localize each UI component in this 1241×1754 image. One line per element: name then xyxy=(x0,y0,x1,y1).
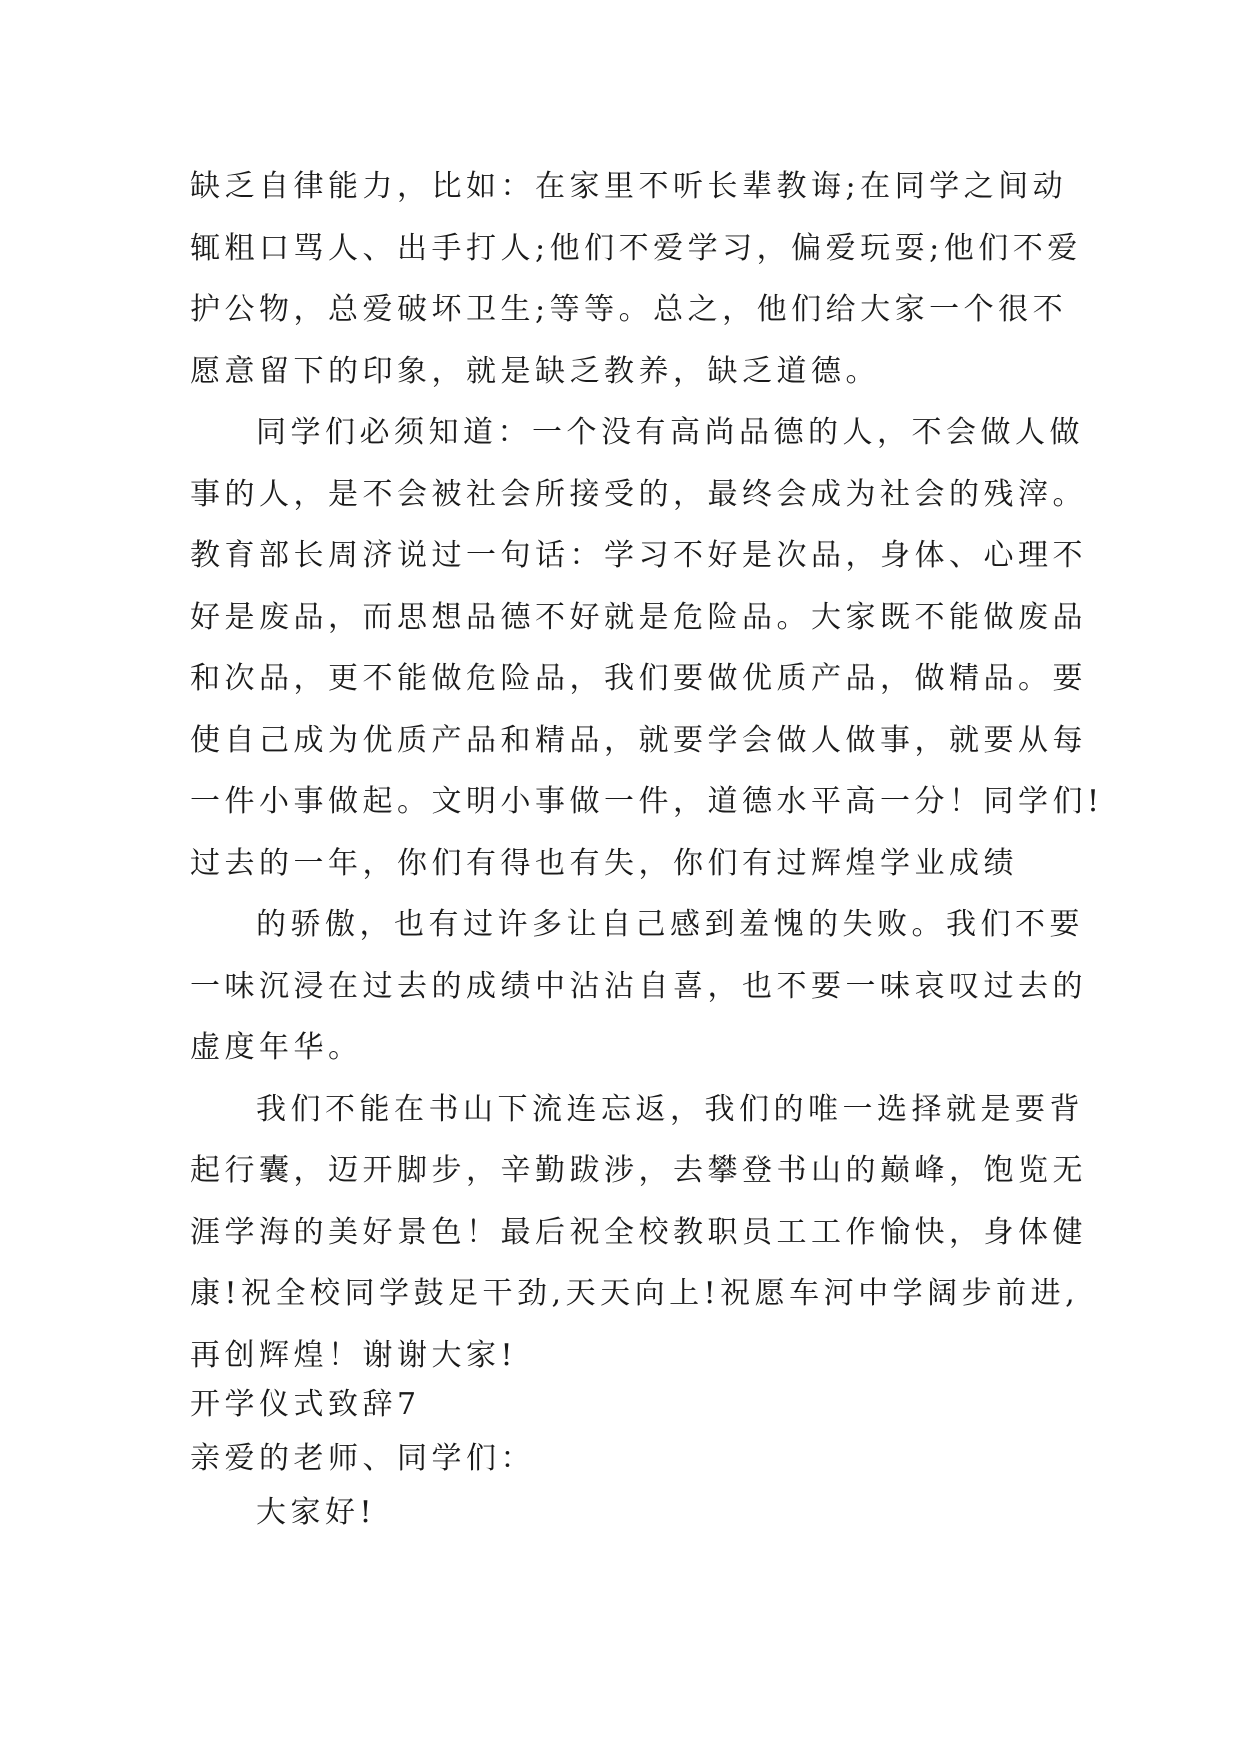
paragraph-line: 虚度年华。 xyxy=(190,1030,363,1065)
paragraph-line: 康!祝全校同学鼓足干劲,天天向上!祝愿车河中学阔步前进, xyxy=(190,1276,1080,1311)
paragraph-line: 愿意留下的印象，就是缺乏教养，缺乏道德。 xyxy=(190,353,880,389)
speech-body xyxy=(190,156,1104,1386)
paragraph-line: 使自己成为优质产品和精品，就要学会做人做事，就要从每 xyxy=(190,722,1087,758)
paragraph-line: 好是废品，而思想品德不好就是危险品。大家既不能做废品 xyxy=(190,599,1087,635)
paragraph-line: 和次品，更不能做危险品，我们要做优质产品，做精品。要 xyxy=(190,661,1087,696)
salutation: 亲爱的老师、同学们： xyxy=(190,1441,535,1476)
paragraph-line: 涯学海的美好景色！最后祝全校教职员工工作愉快，身体健 xyxy=(190,1214,1087,1250)
greeting: 大家好! xyxy=(256,1495,377,1530)
paragraph-line: 教育部长周济说过一句话：学习不好是次品，身体、心理不 xyxy=(190,538,1087,573)
paragraph-line: 再创辉煌！谢谢大家! xyxy=(190,1337,518,1373)
paragraph-line: 起行囊，迈开脚步，辛勤跋涉，去攀登书山的巅峰，饱览无 xyxy=(190,1153,1087,1188)
paragraph-line: 缺乏自律能力，比如：在家里不听长辈教诲;在同学之间动 xyxy=(190,169,1068,204)
paragraph-line: 我们不能在书山下流连忘返，我们的唯一选择就是要背 xyxy=(256,1091,1084,1127)
section-title: 开学仪式致辞7 xyxy=(190,1387,421,1422)
paragraph-line: 辄粗口骂人、出手打人;他们不爱学习，偏爱玩耍;他们不爱 xyxy=(190,230,1082,266)
paragraph-line: 护公物，总爱破坏卫生;等等。总之，他们给大家一个很不 xyxy=(190,292,1068,327)
paragraph-line: 的骄傲，也有过许多让自己感到羞愧的失败。我们不要 xyxy=(256,907,1084,942)
paragraph-line: 一味沉浸在过去的成绩中沾沾自喜，也不要一味哀叹过去的 xyxy=(190,968,1087,1004)
paragraph-line: 事的人，是不会被社会所接受的，最终会成为社会的残滓。 xyxy=(190,476,1087,512)
new-section xyxy=(190,1378,1060,1540)
paragraph-line: 过去的一年，你们有得也有失，你们有过辉煌学业成绩 xyxy=(190,845,1018,881)
paragraph-line: 同学们必须知道：一个没有高尚品德的人，不会做人做 xyxy=(256,415,1084,450)
paragraph-line: 一件小事做起。文明小事做一件，道德水平高一分！同学们! xyxy=(190,784,1104,819)
